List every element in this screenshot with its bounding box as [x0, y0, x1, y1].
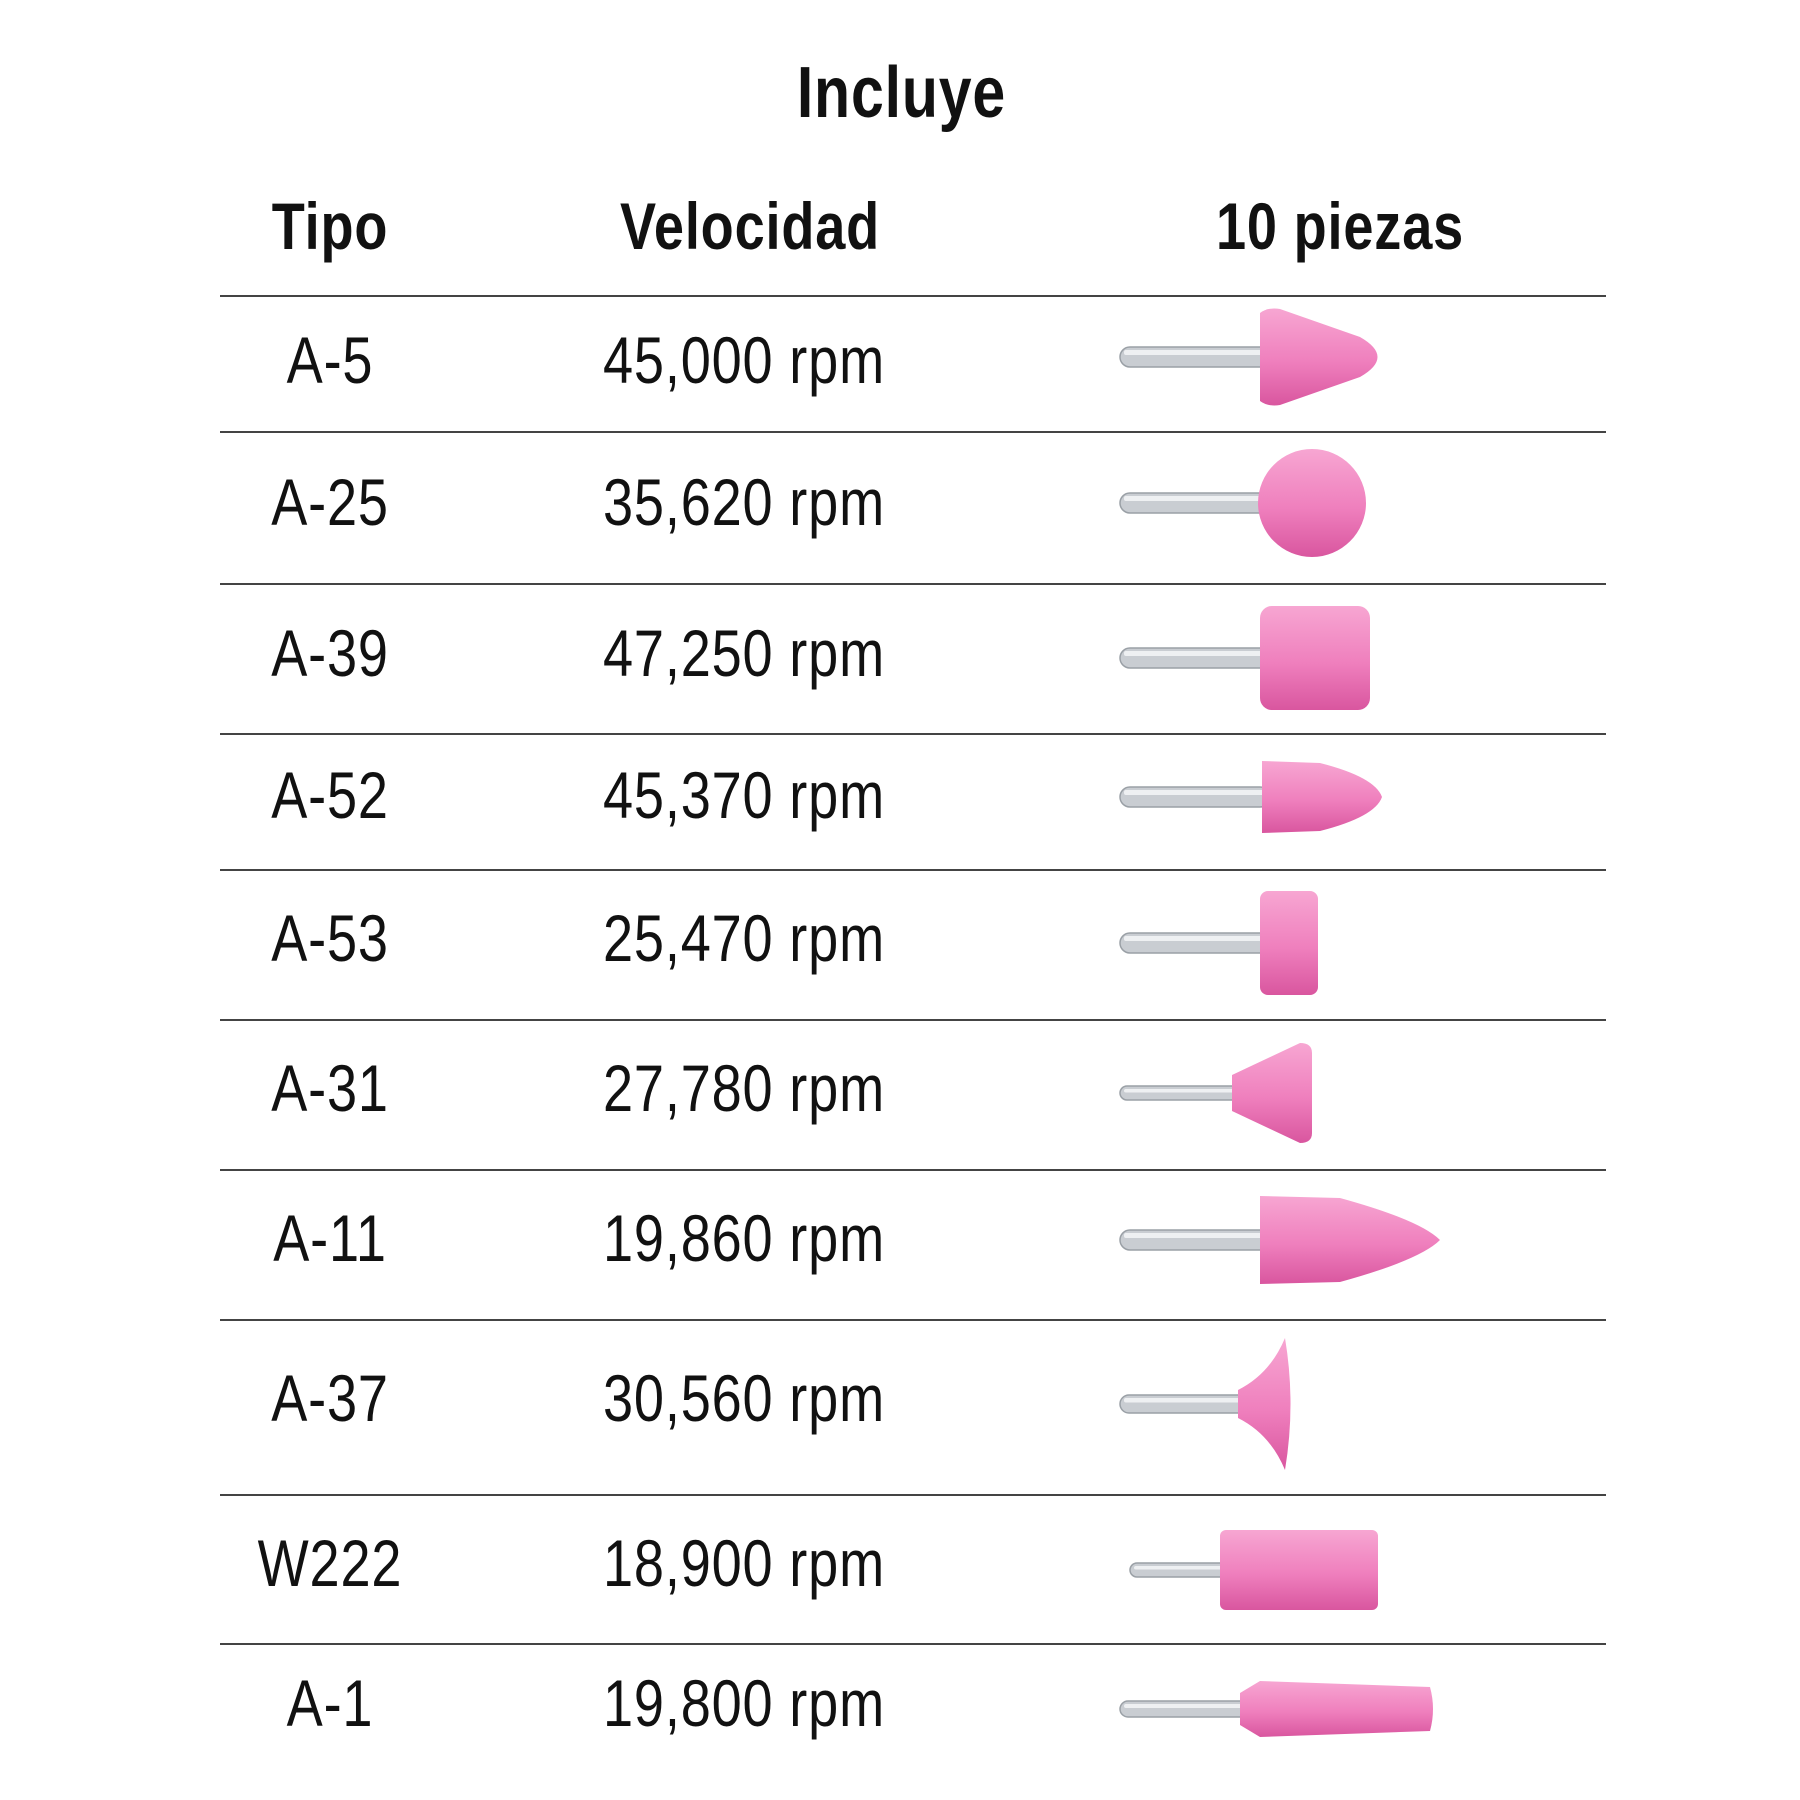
header-tipo: Tipo — [271, 189, 389, 263]
tipo-cell: A-1 — [286, 1666, 374, 1740]
tipo-cell: A-53 — [271, 901, 389, 975]
velocidad-cell: 45,000 rpm — [603, 323, 885, 397]
disc-stone-icon — [1120, 1344, 1480, 1464]
row-divider — [220, 1169, 1606, 1171]
tipo-cell: A-39 — [271, 616, 389, 690]
header-piezas: 10 piezas — [1215, 189, 1465, 263]
velocidad-cell: 30,560 rpm — [603, 1361, 885, 1435]
header-velocidad: Velocidad — [619, 189, 881, 263]
row-divider — [220, 1643, 1606, 1645]
velocidad-cell: 25,470 rpm — [603, 901, 885, 975]
row-divider — [220, 733, 1606, 735]
velocidad-cell: 19,860 rpm — [603, 1201, 885, 1275]
cone-stone-icon — [1120, 297, 1480, 417]
inverted-cone-stone-icon — [1120, 1033, 1480, 1153]
velocidad-cell: 45,370 rpm — [603, 758, 885, 832]
long-cone-stone-icon — [1120, 1180, 1480, 1300]
tipo-cell: A-5 — [286, 323, 374, 397]
page-title: Incluye — [796, 53, 1007, 133]
tipo-cell: A-11 — [273, 1201, 387, 1275]
tipo-cell: A-31 — [271, 1051, 389, 1125]
tipo-cell: A-37 — [271, 1361, 389, 1435]
short-cylinder-stone-icon — [1120, 883, 1480, 1003]
velocidad-cell: 18,900 rpm — [603, 1526, 885, 1600]
cylinder-stone-icon — [1120, 598, 1480, 718]
velocidad-cell: 19,800 rpm — [603, 1666, 885, 1740]
bullet-stone-icon — [1120, 737, 1480, 857]
tipo-cell: A-25 — [271, 465, 389, 539]
row-divider — [220, 1019, 1606, 1021]
row-divider — [220, 1494, 1606, 1496]
velocidad-cell: 35,620 rpm — [603, 465, 885, 539]
ball-stone-icon — [1120, 443, 1480, 563]
row-divider — [220, 431, 1606, 433]
velocidad-cell: 27,780 rpm — [603, 1051, 885, 1125]
long-cylinder-stone-icon — [1120, 1510, 1480, 1630]
taper-stone-icon — [1120, 1649, 1480, 1769]
row-divider — [220, 869, 1606, 871]
tipo-cell: W222 — [257, 1526, 403, 1600]
row-divider — [220, 583, 1606, 585]
velocidad-cell: 47,250 rpm — [603, 616, 885, 690]
tipo-cell: A-52 — [271, 758, 389, 832]
row-divider — [220, 1319, 1606, 1321]
